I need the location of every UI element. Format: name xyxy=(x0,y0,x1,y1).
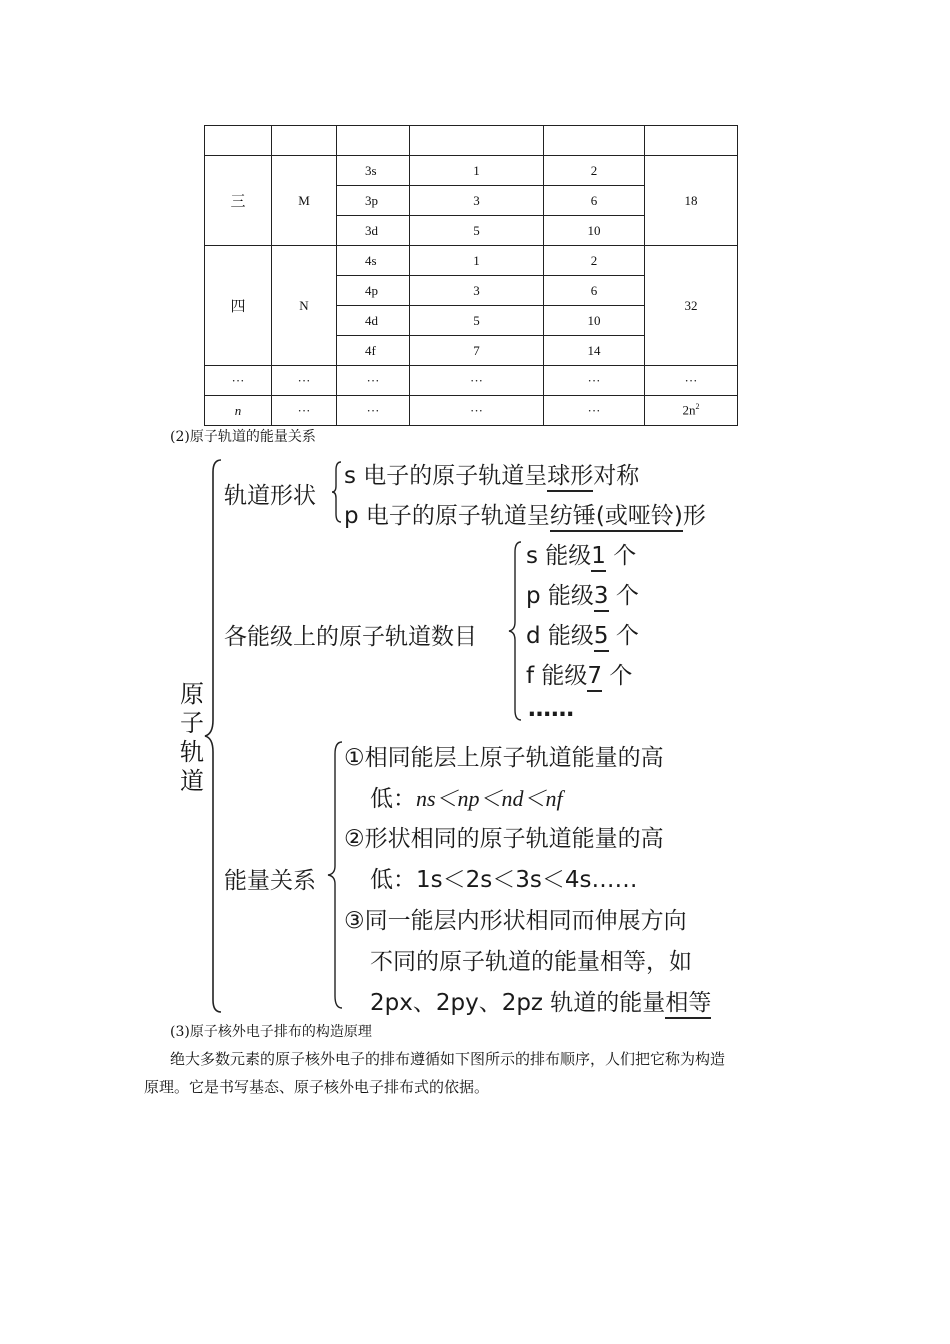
energy-label: 能量关系 xyxy=(224,868,316,894)
energy-rule-1a: ①相同能层上原子轨道能量的高 xyxy=(344,745,664,771)
orbitals-cell: 5 xyxy=(410,216,544,246)
electrons-cell: 6 xyxy=(544,186,645,216)
count-item: f 能级7 个 xyxy=(526,657,632,690)
table-row xyxy=(205,156,738,186)
symbol-cell: N xyxy=(272,246,337,366)
ellipsis-cell: ··· xyxy=(272,396,337,426)
symbol-cell: M xyxy=(272,156,337,246)
orbitals-cell: 7 xyxy=(410,336,544,366)
orbitals-cell: 1 xyxy=(410,156,544,186)
count-item: d 能级5 个 xyxy=(526,617,639,650)
ellipsis-cell: ··· xyxy=(410,366,544,396)
shape-brace xyxy=(331,460,343,524)
electrons-cell: 2 xyxy=(544,246,645,276)
table-row xyxy=(205,366,738,396)
root-label: 原 子 轨 道 xyxy=(180,680,204,795)
ellipsis-cell: ··· xyxy=(410,396,544,426)
energy-rule-3c: 2px、2py、2pz 轨道的能量相等 xyxy=(370,984,711,1017)
table-row xyxy=(205,396,738,426)
ellipsis-cell: ··· xyxy=(337,366,410,396)
sublevel-cell: 3d xyxy=(337,216,410,246)
energy-rule-2b: 低：1s＜2s＜3s＜4s…… xyxy=(370,867,638,893)
shell-cell: 四 xyxy=(205,246,272,366)
max-electrons-cell: $2n^2$ xyxy=(645,396,738,426)
energy-brace xyxy=(326,740,344,1010)
shape-p-line: p 电子的原子轨道呈纺锤(或哑铃)形 xyxy=(344,497,706,530)
sublevel-cell: 4s xyxy=(337,246,410,276)
paragraph-line-2: 原理。它是书写基态、原子核外电子排布式的依据。 xyxy=(144,1078,490,1096)
orbitals-cell: 3 xyxy=(410,186,544,216)
electrons-cell: 10 xyxy=(544,216,645,246)
electrons-cell: 2 xyxy=(544,156,645,186)
electrons-cell: 6 xyxy=(544,276,645,306)
max-electrons-cell: 18 xyxy=(645,156,738,246)
ellipsis-cell: ··· xyxy=(645,366,738,396)
sublevel-cell: 4p xyxy=(337,276,410,306)
count-more: …… xyxy=(528,696,574,722)
count-item: p 能级3 个 xyxy=(526,577,639,610)
energy-rule-3a: ③同一能层内形状相同而伸展方向 xyxy=(344,908,687,934)
orbitals-cell: 1 xyxy=(410,246,544,276)
paragraph-line-1: 绝大多数元素的原子核外电子的排布遵循如下图所示的排布顺序，人们把它称为构造 xyxy=(170,1050,726,1068)
shell-cell: 三 xyxy=(205,156,272,246)
max-electrons-cell: 32 xyxy=(645,246,738,366)
table-row xyxy=(205,246,738,276)
energy-rule-2a: ②形状相同的原子轨道能量的高 xyxy=(344,826,664,852)
ellipsis-cell: ··· xyxy=(205,366,272,396)
ellipsis-cell: ··· xyxy=(544,366,645,396)
shape-label: 轨道形状 xyxy=(224,483,316,509)
count-item: s 能级1 个 xyxy=(526,537,636,570)
energy-rule-3b: 不同的原子轨道的能量相等，如 xyxy=(370,949,692,975)
ellipsis-cell: ··· xyxy=(544,396,645,426)
table-header-row xyxy=(205,126,738,156)
electrons-cell: 14 xyxy=(544,336,645,366)
ellipsis-cell: ··· xyxy=(337,396,410,426)
section-3-title: (3)原子核外电子排布的构造原理 xyxy=(170,1024,372,1040)
sublevel-cell: 4d xyxy=(337,306,410,336)
orbitals-cell: 3 xyxy=(410,276,544,306)
shell-cell: n xyxy=(205,396,272,426)
shape-s-line: s 电子的原子轨道呈球形对称 xyxy=(344,457,639,490)
count-brace xyxy=(507,540,523,722)
sublevel-cell: 3s xyxy=(337,156,410,186)
orbitals-cell: 5 xyxy=(410,306,544,336)
sublevel-cell: 3p xyxy=(337,186,410,216)
root-brace xyxy=(203,458,225,1014)
orbital-table xyxy=(204,125,738,426)
electrons-cell: 10 xyxy=(544,306,645,336)
count-label: 各能级上的原子轨道数目 xyxy=(224,624,477,650)
energy-rule-1b: 低：ns＜np＜nd＜nf xyxy=(370,786,563,812)
ellipsis-cell: ··· xyxy=(272,366,337,396)
section-2-title: (2)原子轨道的能量关系 xyxy=(170,429,316,445)
sublevel-cell: 4f xyxy=(337,336,410,366)
